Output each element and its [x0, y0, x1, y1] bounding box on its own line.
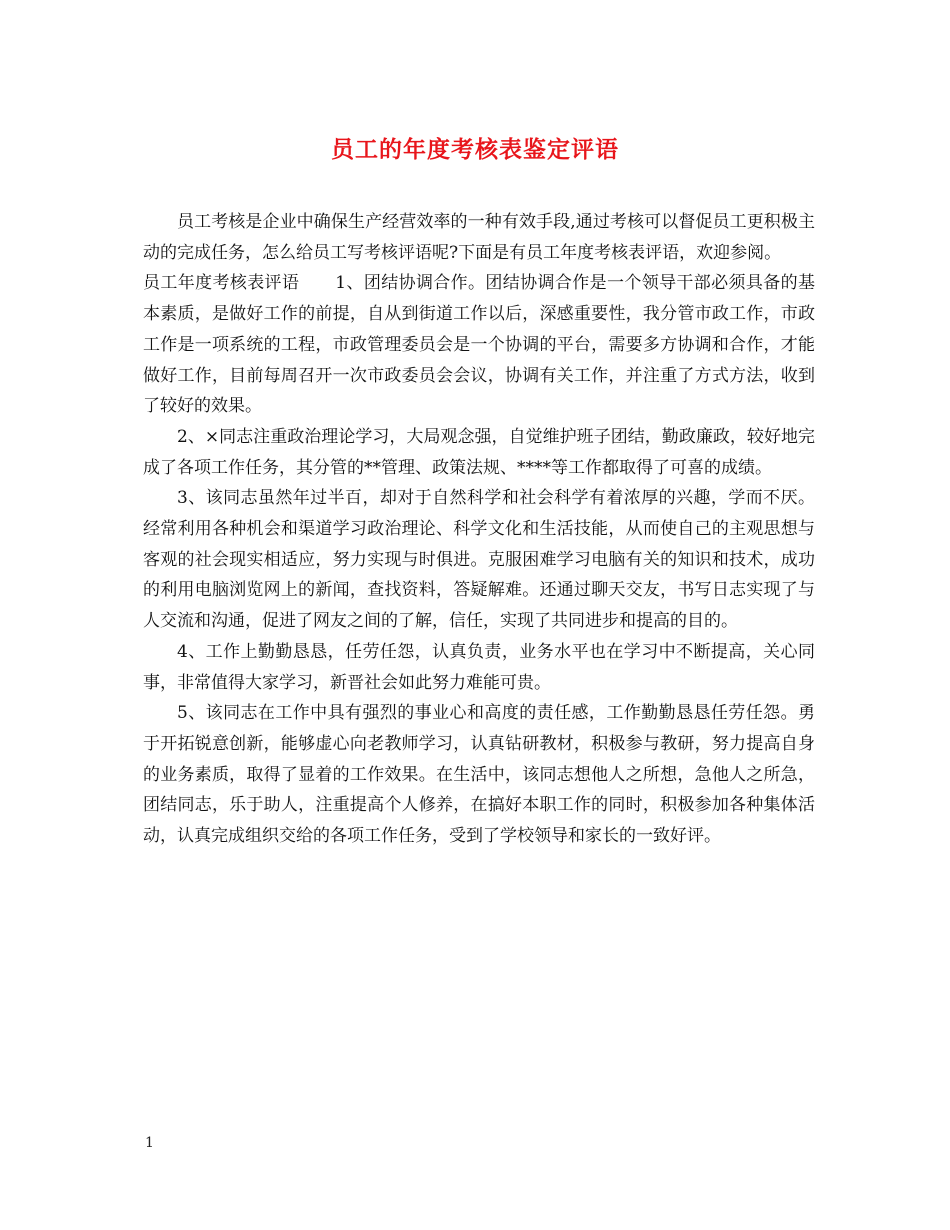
- section-paragraph: [143, 268, 815, 422]
- section-heading: 员工年度考核表评语: [143, 273, 300, 294]
- document-body: [143, 207, 815, 852]
- item-2-paragraph: 2、×同志注重政治理论学习，大局观念强，自觉维护班子团结，勤政廉政，较好地完成了各项工作任务，其分管的**管理、政策法规、****等工作都取得了可喜的成绩。: [143, 426, 815, 478]
- intro-paragraph: 员工考核是企业中确保生产经营效率的一种有效手段,通过考核可以督促员工更积极主动的完成任务，怎么给员工写考核评语呢?下面是有员工年度考核表评语，欢迎参阅。: [143, 212, 815, 263]
- item-5-paragraph: 5、该同志在工作中具有强烈的事业心和高度的责任感，工作勤勤恳恳任劳任怨。勇于开拓锐意创新，能够虚心向老教师学习，认真钻研教材，积极参与教研，努力提高自身的业务素质，取得了显着的工作效果。在生活中，该同志想他人之所想，急他人之所急，团结同志，乐于助人，注重提高个人修养，在搞好本职工作的同时，积极参加各种集体活动，认真完成组织交给的各项工作任务，受到了学校领导和家长的一致好评。: [143, 703, 815, 847]
- item-3-paragraph: 3、该同志虽然年过半百，却对于自然科学和社会科学有着浓厚的兴趣，学而不厌。经常利用各种机会和渠道学习政治理论、科学文化和生活技能，从而使自己的主观思想与客观的社会现实相适应，努力实现与时俱进。克服困难学习电脑有关的知识和技术，成功的利用电脑浏览网上的新闻，查找资料，答疑解难。还通过聊天交友，书写日志实现了与人交流和沟通，促进了网友之间的了解，信任，实现了共同进步和提高的目的。: [143, 488, 815, 632]
- page-number: 1: [145, 1135, 154, 1151]
- document-title: 员工的年度考核表鉴定评语: [331, 136, 619, 163]
- item-1-text: 1、团结协调合作。团结协调合作是一个领导干部必须具备的基本素质，是做好工作的前提，自从到街道工作以后，深感重要性，我分管市政工作，市政工作是一项系统的工程，市政管理委员会是一个协调的平台，需要多方协调和合作，才能做好工作，目前每周召开一次市政委员会会议，协调有关工作，并注重了方式方法，收到了较好的效果。: [143, 273, 815, 417]
- item-4-paragraph: 4、工作上勤勤恳恳，任劳任怨，认真负责，业务水平也在学习中不断提高，关心同事，非常值得大家学习，新晋社会如此努力难能可贵。: [143, 641, 815, 693]
